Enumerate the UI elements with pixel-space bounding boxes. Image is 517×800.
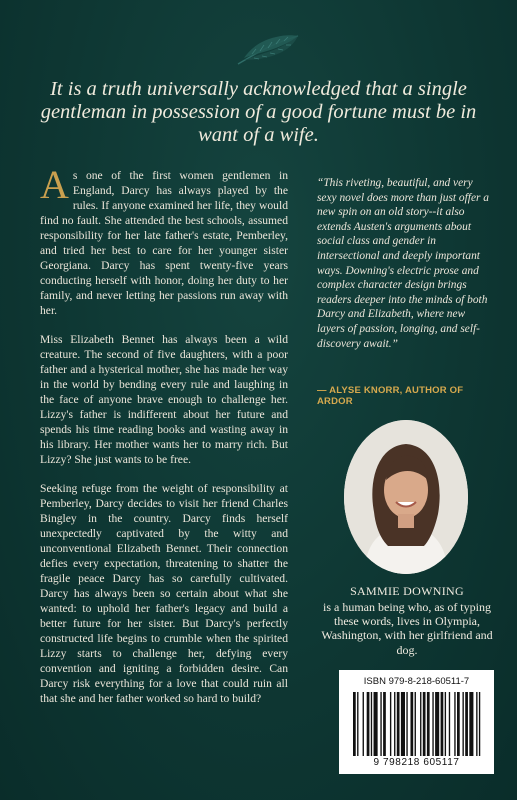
blurb-paragraph-3: Seeking refuge from the weight of responsibility at Pemberley, Darcy decides to visit her friend Charles Bingley in the country. Darcy finds herself unexpectedly captivated by the witty and unconventional Elizabeth Bennet. Their connection defies every expectation, threatening to shatter the fragile peace Darcy has so carefully cultivated. Darcy has always been so certain about what she wanted: to uphold her father's legacy and build a better future for her sister. But Darcy's perfectly constructed life begins to crumble when the spirited Lizzy starts to challenge her, defying every convention and igniting a forbidden desire. Can Darcy risk everything for a love that could ruin all that she and her father worked so hard to build?: [40, 482, 288, 705]
tagline: It is a truth universally acknowledged that a single gentleman in possession of a good fortune must be in want of a wife.: [40, 78, 477, 146]
isbn-label: ISBN 979-8-218-60511-7: [363, 676, 470, 687]
review-attribution: — ALYSE KNORR, AUTHOR OF ARDOR: [317, 385, 464, 407]
drop-cap: A: [40, 162, 69, 207]
review-quote: “This riveting, beautiful, and very sexy novel does more than just offer a new spin on an old story--it also extends Austen's arguments about social class and gender in intersectional and deeply important ways. Downing's electric prose and complex character design brings readers deeper into the minds of both Darcy and Elizabeth, where new layers of passion, longing, and self-discovery await.”: [317, 177, 489, 350]
blurb-paragraph-1-text: s one of the first women gentlemen in England, Darcy has always played by the rules. If anyone examined her life, they would find no fault. She attended the best schools, assumed responsibility for her late father's estate, Pemberley, and tried her best to care for her younger sister Georgiana. Darcy has spent twenty-five years conducting herself with honor, doing her duty to her family, and never letting her passions run away with her.: [40, 169, 288, 317]
author-bio: is a human being who, as of typing these words, lives in Olympia, Washington, with her girlfriend and dog.: [321, 600, 493, 657]
book-blurb: [40, 162, 288, 720]
feather-icon: [232, 30, 302, 70]
author-photo: [344, 420, 468, 574]
blurb-paragraph-2: Miss Elizabeth Bennet has always been a wild creature. The second of five daughters, with a poor father and a hysterical mother, she has made her way in the world by bending every rule and laughing in the face of anyone brave enough to challenge her. Lizzy's father is indifferent about her future and spends his time reading books and wasting away in his library. Her mother wants her to marry rich. But Lizzy? She just wants to be free.: [40, 333, 288, 466]
author-name: SAMMIE DOWNING: [350, 584, 464, 598]
author-portrait-icon: [344, 420, 468, 574]
isbn-barcode: [339, 670, 494, 774]
blurb-paragraph-1: [40, 162, 288, 318]
barcode-digits: 9 798218 605117: [373, 757, 460, 768]
barcode-icon: [353, 692, 483, 756]
